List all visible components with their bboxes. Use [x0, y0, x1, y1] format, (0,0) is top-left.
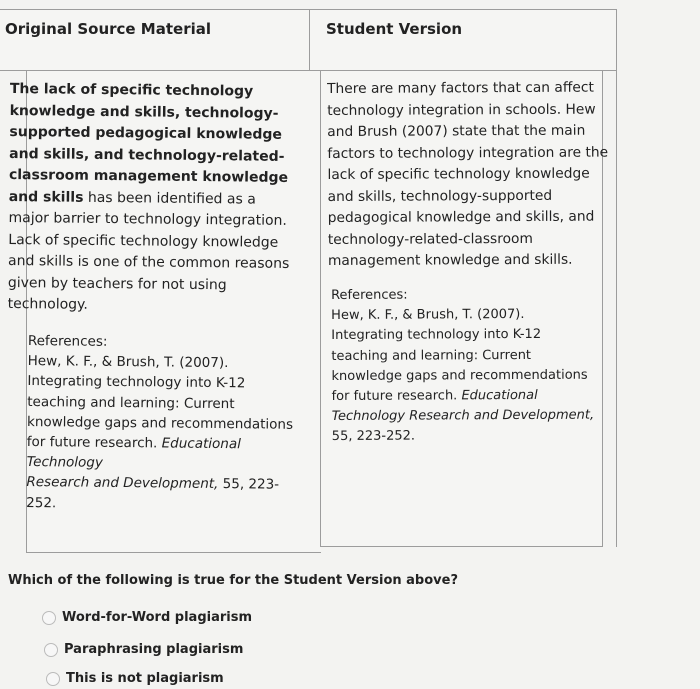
- original-line: and skills is one of the common reasons: [8, 252, 290, 272]
- original-line: knowledge and skills, technology-: [9, 102, 279, 122]
- reference-line: Integrating technology into K-12: [331, 327, 542, 344]
- original-line: technology.: [7, 295, 88, 313]
- reference-italic: Research and Development,: [26, 474, 219, 493]
- student-line: factors to technology integration are the: [327, 144, 609, 162]
- original-line: The lack of specific technology: [9, 80, 254, 100]
- student-line: and skills, technology-supported: [327, 187, 553, 205]
- reference-line: 252.: [26, 494, 57, 511]
- original-paragraph: [8, 79, 292, 318]
- original-line: [9, 186, 290, 210]
- original-line: supported pedagogical knowledge: [9, 123, 282, 143]
- student-line: and Brush (2007) state that the main: [327, 122, 586, 140]
- option-label: This is not plagiarism: [66, 671, 224, 686]
- reference-line: [27, 432, 293, 455]
- reference-line: Technology: [26, 454, 103, 472]
- references-heading: References:: [27, 332, 108, 350]
- reference-text: for future research.: [331, 388, 462, 405]
- student-paragraph: [327, 78, 609, 273]
- option-word-for-word[interactable]: [42, 610, 252, 625]
- original-line: Lack of specific technology knowledge: [8, 231, 279, 251]
- original-line: and skills, and technology-related-: [9, 145, 285, 165]
- student-line: pedagogical knowledge and skills, and: [327, 208, 595, 226]
- reference-line: [332, 386, 595, 408]
- reference-text: for future research.: [26, 434, 162, 452]
- reference-text: 55, 223-: [218, 476, 280, 494]
- reference-line: teaching and learning: Current: [27, 393, 235, 412]
- original-bold-phrase: and skills: [8, 188, 84, 206]
- original-line: given by teachers for not using: [7, 274, 227, 293]
- header-cell-original: [0, 9, 310, 71]
- option-paraphrasing[interactable]: [44, 642, 243, 657]
- reference-line: [26, 472, 292, 495]
- reference-italic: Educational: [161, 435, 242, 453]
- option-label: Word-for-Word plagiarism: [62, 610, 252, 625]
- reference-line: Integrating technology into K-12: [27, 373, 246, 392]
- header-cell-student: [309, 9, 617, 71]
- reference-line: Technology Research and Development,: [331, 407, 595, 425]
- header-student: Student Version: [326, 20, 463, 38]
- student-line: There are many factors that can affect: [327, 79, 594, 97]
- original-line: classroom management knowledge: [8, 166, 289, 186]
- option-label: Paraphrasing plagiarism: [64, 642, 244, 657]
- radio-button[interactable]: [44, 643, 58, 657]
- radio-button[interactable]: [46, 672, 60, 686]
- question-text: Which of the following is true for the Student Version above?: [8, 573, 458, 588]
- original-line-rest: has been identified as a: [83, 189, 256, 208]
- student-line: technology-related-classroom: [327, 230, 533, 248]
- reference-italic: Educational: [461, 387, 538, 404]
- reference-line: knowledge gaps and recommendations: [331, 367, 588, 384]
- original-line: major barrier to technology integration.: [8, 209, 287, 229]
- student-line: technology integration in schools. Hew: [327, 101, 596, 119]
- option-not-plagiarism[interactable]: [46, 671, 224, 686]
- references-heading: References:: [331, 287, 408, 303]
- reference-line: Hew, K. F., & Brush, T. (2007).: [27, 353, 229, 372]
- reference-line: 55, 223-252.: [331, 428, 416, 445]
- reference-line: knowledge gaps and recommendations: [26, 413, 294, 433]
- student-line: management knowledge and skills.: [327, 251, 573, 269]
- radio-button[interactable]: [42, 611, 56, 625]
- student-references: [331, 285, 594, 448]
- original-references: [26, 331, 294, 516]
- header-original: Original Source Material: [5, 20, 212, 38]
- reference-line: Hew, K. F., & Brush, T. (2007).: [331, 307, 525, 324]
- student-line: lack of specific technology knowledge: [327, 165, 590, 183]
- reference-line: teaching and learning: Current: [331, 347, 532, 364]
